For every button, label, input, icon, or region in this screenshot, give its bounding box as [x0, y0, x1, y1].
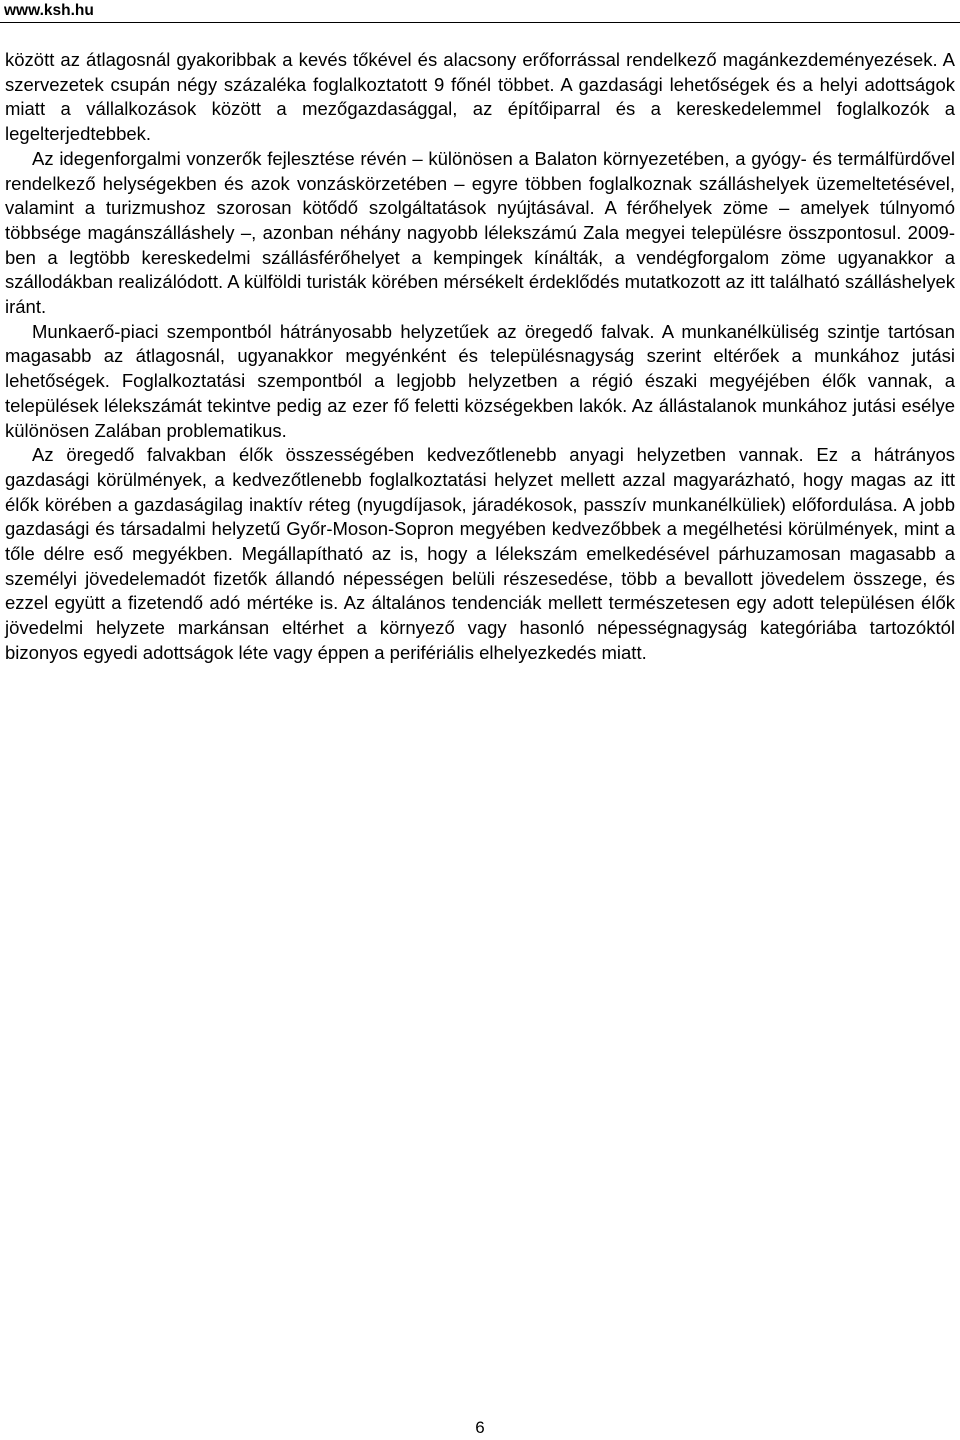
site-link[interactable]: www.ksh.hu: [4, 2, 94, 19]
paragraph: Munkaerő-piaci szempontból hátrányosabb helyzetűek az öregedő falvak. A munkanélküliség szintje tartósan magasabb az átlagosnál, ugyanakkor megyénként és településnagyság szerint eltérőek a munkához jutási lehetőségek. Foglalkoztatási szempontból a legjobb helyzetben a régió északi megyéjében élők vannak, a települések lélekszámát tekintve pedig az ezer fő feletti községekben lakók. Az állástalanok munkához jutási esélye különösen Zalában problematikus.: [5, 320, 955, 441]
paragraph: Az öregedő falvakban élők összességében kedvezőtlenebb anyagi helyzetben vannak. Ez a hátrányos gazdasági körülmények, a kedvezőtlenebb foglalkoztatási helyzet mellett azzal magyarázható, hogy magas az itt élők körében a gazdaságilag inaktív réteg (nyugdíjasok, járadékosok, passzív munkanélküliek) előfordulása. A jobb gazdasági és társadalmi helyzetű Győr-Moson-Sopron megyében kedvezőbbek a megélhetési körülmények, mint a tőle délre eső megyékben. Megállapítható az is, hogy a lélekszám emelkedésével párhuzamosan magasabb a személyi jövedelemadót fizetők állandó népességen belüli részesedése, több a bevallott jövedelem összege, és ezzel együtt a fizetendő adó mértéke is. Az általános tendenciák mellett természetesen egy adott településen élők jövedelmi helyzete markánsan eltérhet a környező vagy hasonló népességnagyság kategóriába tartozóktól bizonyos egyedi adottságok léte vagy éppen a perifériális elhelyezkedés miatt.: [5, 444, 955, 663]
paragraph: Az idegenforgalmi vonzerők fejlesztése révén – különösen a Balaton környezetében, a gyógy- és termálfürdővel rendelkező helységekben és azok vonzáskörzetében – egyre többen foglalkoznak szálláshelyek üzemeltetésével, valamint a turizmushoz szorosan kötődő szolgáltatások nyújtásával. A férőhelyek zöme – amelyek túlnyomó többsége magánszálláshely –, azonban néhány nagyobb lélekszámú Zala megyei településre összpontosul. 2009-ben a legtöbb kereskedelmi szállásférőhelyet a kempingek kínálták, a vendégforgalom zöme ugyanakkor a szállodákban realizálódott. A külföldi turisták körében mérsékelt érdeklődés mutatkozott az itt található szálláshelyek iránt.: [5, 147, 955, 318]
paragraph: között az átlagosnál gyakoribbak a kevés tőkével és alacsony erőforrással rendelkező magánkezdeményezések. A szervezetek csupán négy százaléka foglalkoztatott 9 főnél többet. A gazdasági lehetőségek és a helyi adottságok miatt a vállalkozások között a mezőgazdasággal, az építőiparral és a kereskedelemmel foglalkozók a legelterjedtebbek.: [5, 49, 955, 145]
document-body: [5, 48, 955, 666]
page-number: 6: [475, 1418, 485, 1437]
header-divider: [0, 22, 960, 23]
